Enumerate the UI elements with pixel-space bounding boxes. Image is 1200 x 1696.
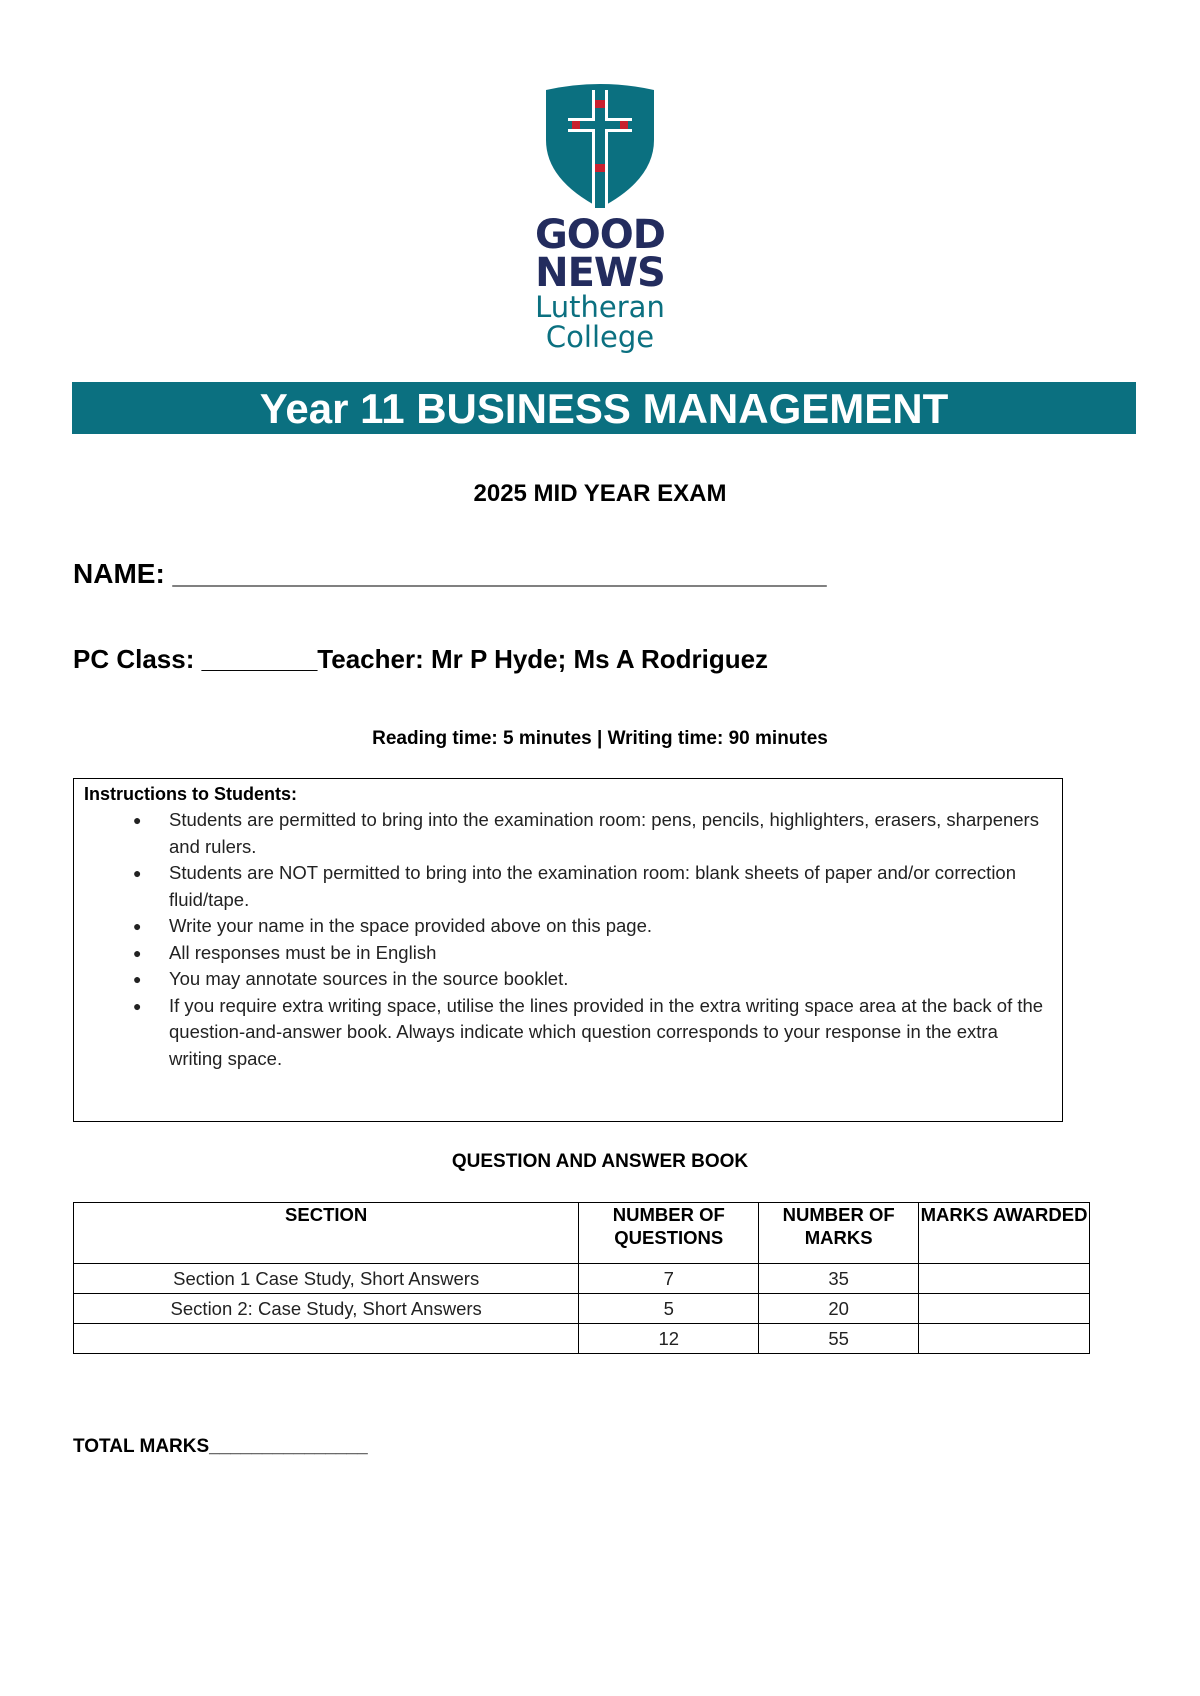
table-header-row (74, 1203, 1090, 1264)
column-header-questions: NUMBER OF QUESTIONS (579, 1203, 759, 1264)
logo-word-lutheran: Lutheran (535, 290, 665, 324)
instructions-box (73, 778, 1063, 1122)
college-logo (0, 82, 1200, 352)
questions-cell: 5 (579, 1294, 759, 1324)
list-item: ● Students are NOT permitted to bring into the examination room: blank sheets of paper and/or correction fluid/tape. (133, 862, 1017, 910)
bullet-icon: ● (133, 918, 142, 934)
table-row (74, 1264, 1090, 1294)
total-marks-field[interactable] (73, 1436, 368, 1458)
total-marks-label: TOTAL MARKS (73, 1436, 210, 1457)
list-item: ● You may annotate sources in the source booklet. (169, 966, 1052, 993)
marks-cell: 35 (759, 1264, 919, 1294)
subject-banner: Year 11 BUSINESS MANAGEMENT (72, 382, 1136, 434)
table-row (74, 1294, 1090, 1324)
list-item: ● If you require extra writing space, utilise the lines provided in the extra writing space area at the back of the question-and-answer book. Always indicate which question corresponds to your response in the extra writing space. (133, 994, 1044, 1069)
pc-class-blank[interactable]: ________ (201, 644, 318, 674)
awarded-cell[interactable] (919, 1294, 1090, 1324)
table-row-total (74, 1324, 1090, 1354)
bullet-icon: ● (133, 944, 142, 961)
timing-info: Reading time: 5 minutes | Writing time: 90 minutes (372, 728, 828, 749)
name-label: NAME: (73, 558, 173, 589)
bullet-icon: ● (133, 865, 142, 881)
questions-total-cell: 12 (579, 1324, 759, 1354)
class-teacher-line (73, 644, 768, 675)
marks-cell: 20 (759, 1294, 919, 1324)
list-item: ● Students are permitted to bring into the examination room: pens, pencils, highlighters, erasers, sharpeners and rulers. (133, 809, 1039, 857)
marks-summary-table (73, 1202, 1090, 1354)
shield-cross-icon (540, 82, 660, 212)
awarded-total-cell[interactable] (919, 1324, 1090, 1354)
bullet-icon: ● (133, 997, 142, 1014)
section-cell: Section 1 Case Study, Short Answers (74, 1264, 579, 1294)
list-item: ● Write your name in the space provided above on this page. (169, 913, 1052, 940)
name-field[interactable] (73, 558, 827, 590)
section-cell: Section 2: Case Study, Short Answers (74, 1294, 579, 1324)
section-cell (74, 1324, 579, 1354)
column-header-marks: NUMBER OF MARKS (759, 1203, 919, 1264)
qa-book-heading: QUESTION AND ANSWER BOOK (451, 1151, 749, 1172)
list-item: ● All responses must be in English (169, 940, 1052, 967)
instructions-heading: Instructions to Students: (84, 784, 297, 804)
instructions-list (84, 807, 1052, 1072)
bullet-icon: ● (133, 971, 142, 987)
column-header-awarded: MARKS AWARDED (919, 1203, 1090, 1264)
name-blank[interactable]: __________________________________________ (172, 558, 827, 589)
logo-word-college: College (545, 320, 655, 354)
awarded-cell[interactable] (919, 1264, 1090, 1294)
marks-total-cell: 55 (759, 1324, 919, 1354)
pc-class-label: PC Class: (73, 644, 202, 674)
logo-word-good: GOOD (534, 212, 666, 258)
teacher-text: Teacher: Mr P Hyde; Ms A Rodriguez (317, 644, 769, 674)
column-header-section: SECTION (74, 1203, 579, 1264)
questions-cell: 7 (579, 1264, 759, 1294)
total-marks-blank[interactable]: _______________ (209, 1436, 368, 1457)
exam-title: 2025 MID YEAR EXAM (473, 480, 727, 507)
logo-word-news: NEWS (535, 250, 665, 296)
bullet-icon: ● (133, 812, 142, 828)
